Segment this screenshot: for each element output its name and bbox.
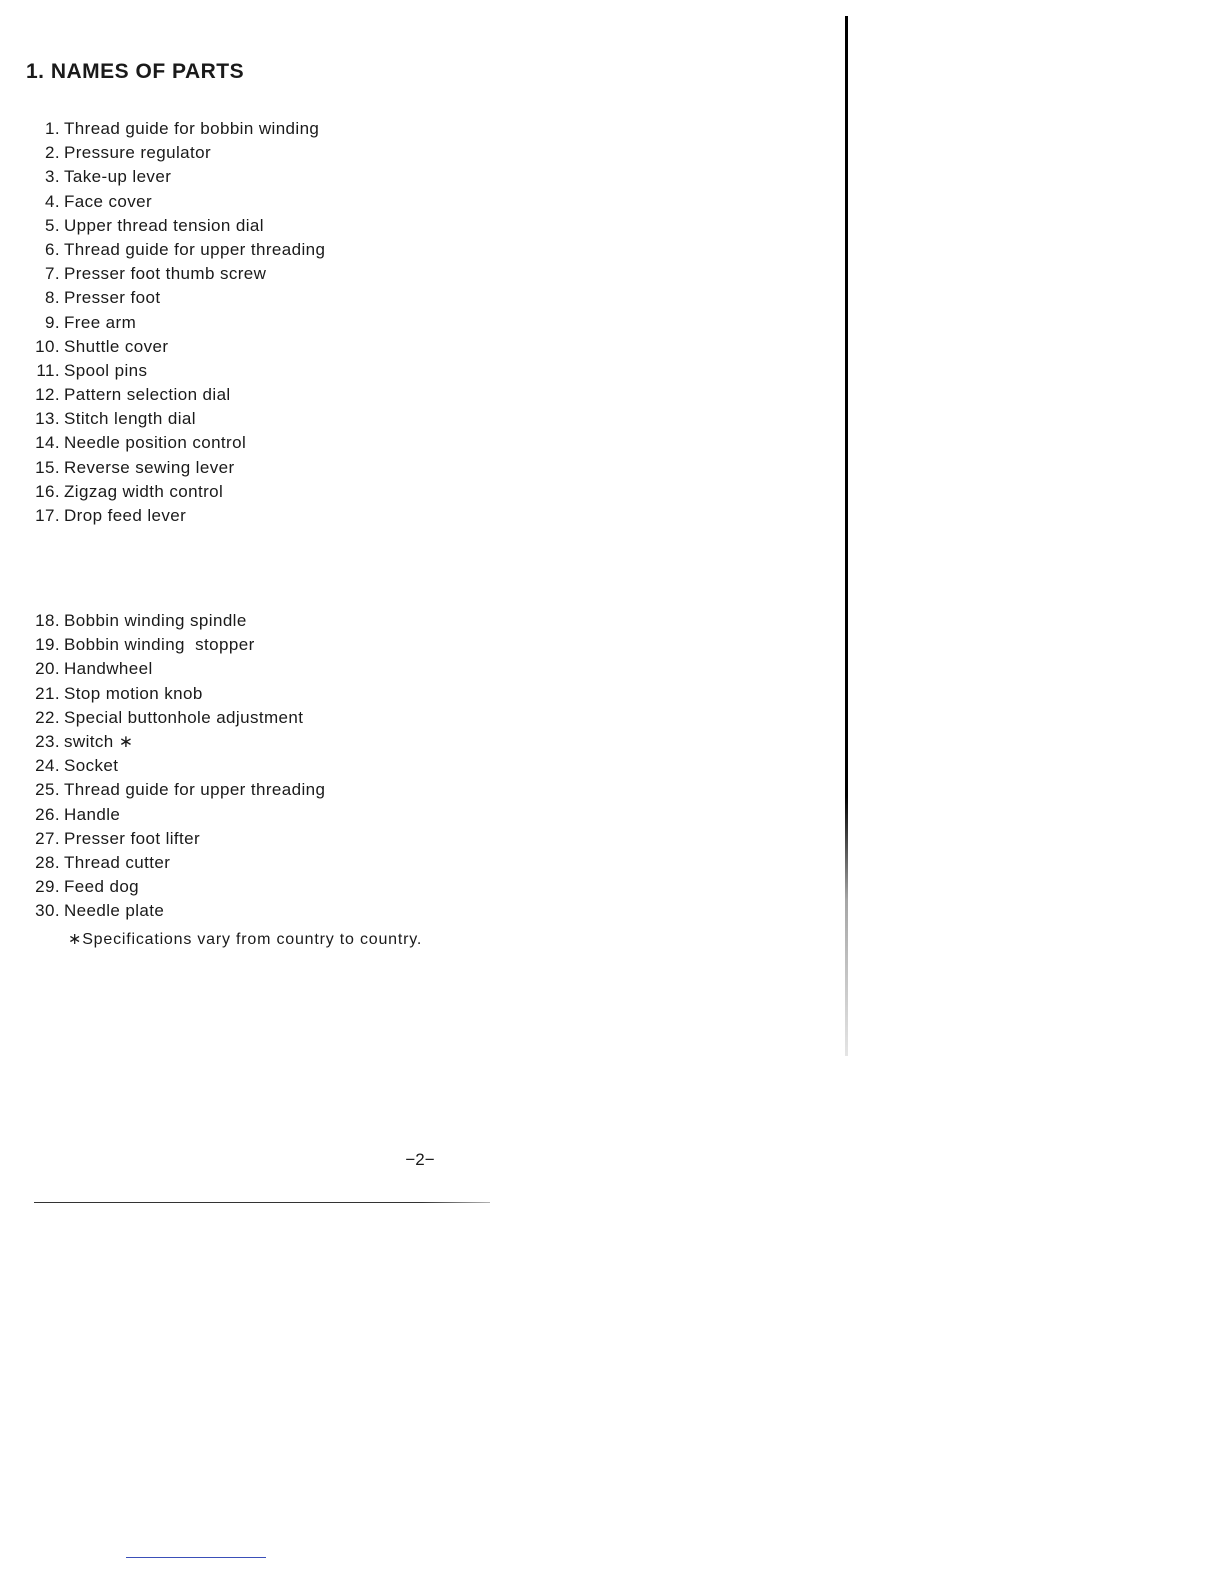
part-name: Free arm — [64, 312, 137, 332]
parts-list-group-1 — [26, 119, 546, 530]
page-number: −2− — [405, 1150, 435, 1169]
part-name: Special buttonhole adjustment — [64, 707, 304, 727]
part-name: Pattern selection dial — [64, 385, 231, 405]
parts-list-group-2 — [26, 611, 546, 925]
part-name: Needle position control — [64, 433, 247, 453]
part-name: Bobbin winding stopper — [64, 635, 255, 655]
part-item-15 — [26, 458, 546, 482]
part-name: Presser foot — [64, 288, 161, 308]
bottom-divider — [34, 1202, 490, 1203]
part-number: 27 . — [26, 829, 60, 849]
part-item-5 — [26, 216, 546, 240]
part-number: 13 . — [26, 409, 60, 429]
part-item-2 — [26, 143, 546, 167]
part-item-12 — [26, 385, 546, 409]
part-name: Stop motion knob — [64, 683, 203, 703]
part-name: Needle plate — [64, 901, 165, 921]
part-number: 26 . — [26, 805, 60, 825]
part-item-9 — [26, 313, 546, 337]
part-item-16 — [26, 482, 546, 506]
part-item-1 — [26, 119, 546, 143]
part-item-10 — [26, 337, 546, 361]
part-item-27 — [26, 829, 546, 853]
part-number: 15 . — [26, 458, 60, 478]
vertical-divider — [845, 16, 848, 1056]
part-number: 2 . — [26, 143, 60, 163]
part-name: switch ∗ — [64, 731, 134, 751]
part-number: 1 . — [26, 119, 60, 139]
part-item-20 — [26, 659, 546, 683]
part-name: Thread guide for upper threading — [64, 780, 326, 800]
part-name: Thread guide for upper threading — [64, 239, 326, 259]
part-name: Pressure regulator — [64, 143, 212, 163]
part-name: Zigzag width control — [64, 481, 224, 501]
part-item-22 — [26, 708, 546, 732]
part-number: 25 . — [26, 780, 60, 800]
part-number: 17 . — [26, 506, 60, 526]
part-name: Feed dog — [64, 877, 140, 897]
part-name: Take-up lever — [64, 167, 172, 187]
part-name: Thread cutter — [64, 852, 171, 872]
part-item-6 — [26, 240, 546, 264]
part-number: 9 . — [26, 313, 60, 333]
part-number: 24 . — [26, 756, 60, 776]
part-item-19 — [26, 635, 546, 659]
part-number: 11 . — [26, 361, 60, 381]
part-number: 8 . — [26, 288, 60, 308]
part-name: Bobbin winding spindle — [64, 611, 247, 630]
part-name: Spool pins — [64, 360, 148, 380]
part-item-14 — [26, 433, 546, 457]
part-number: 10 . — [26, 337, 60, 357]
part-item-17 — [26, 506, 546, 530]
part-number: 30 . — [26, 901, 60, 921]
part-number: 29 . — [26, 877, 60, 897]
part-name: Socket — [64, 756, 119, 776]
part-name: Face cover — [64, 191, 153, 211]
part-name: Presser foot thumb screw — [64, 264, 267, 284]
part-number: 12 . — [26, 385, 60, 405]
part-item-21 — [26, 684, 546, 708]
part-number: 4 . — [26, 192, 60, 212]
part-name: Upper thread tension dial — [64, 215, 264, 235]
part-item-3 — [26, 167, 546, 191]
part-name: Handwheel — [64, 659, 153, 679]
part-name: Reverse sewing lever — [64, 457, 235, 477]
part-number: 28 . — [26, 853, 60, 873]
part-item-7 — [26, 264, 546, 288]
part-number: 6 . — [26, 240, 60, 260]
part-item-13 — [26, 409, 546, 433]
part-item-24 — [26, 756, 546, 780]
part-name: Presser foot lifter — [64, 828, 201, 848]
part-item-18 — [26, 611, 546, 635]
part-number: 20 . — [26, 659, 60, 679]
part-number: 23 . — [26, 732, 60, 752]
part-number: 21 . — [26, 684, 60, 704]
part-name: Drop feed lever — [64, 506, 187, 525]
part-name: Handle — [64, 804, 121, 824]
corner-mark-line — [126, 1557, 266, 1558]
part-name: Stitch length dial — [64, 409, 196, 429]
part-name: Shuttle cover — [64, 336, 169, 356]
part-item-23 — [26, 732, 546, 756]
part-item-26 — [26, 805, 546, 829]
part-number: 18 . — [26, 611, 60, 631]
part-item-25 — [26, 780, 546, 804]
page-title: 1. NAMES OF PARTS — [26, 60, 245, 83]
part-item-8 — [26, 288, 546, 312]
part-item-28 — [26, 853, 546, 877]
part-item-29 — [26, 877, 546, 901]
part-number: 19 . — [26, 635, 60, 655]
part-name: Thread guide for bobbin winding — [64, 119, 320, 138]
part-number: 14 . — [26, 433, 60, 453]
part-number: 3 . — [26, 167, 60, 187]
part-number: 5 . — [26, 216, 60, 236]
part-item-11 — [26, 361, 546, 385]
part-item-4 — [26, 192, 546, 216]
specifications-footnote: ∗Specifications vary from country to country. — [68, 931, 423, 948]
part-item-30 — [26, 901, 546, 925]
part-number: 16 . — [26, 482, 60, 502]
part-number: 22 . — [26, 708, 60, 728]
part-number: 7 . — [26, 264, 60, 284]
